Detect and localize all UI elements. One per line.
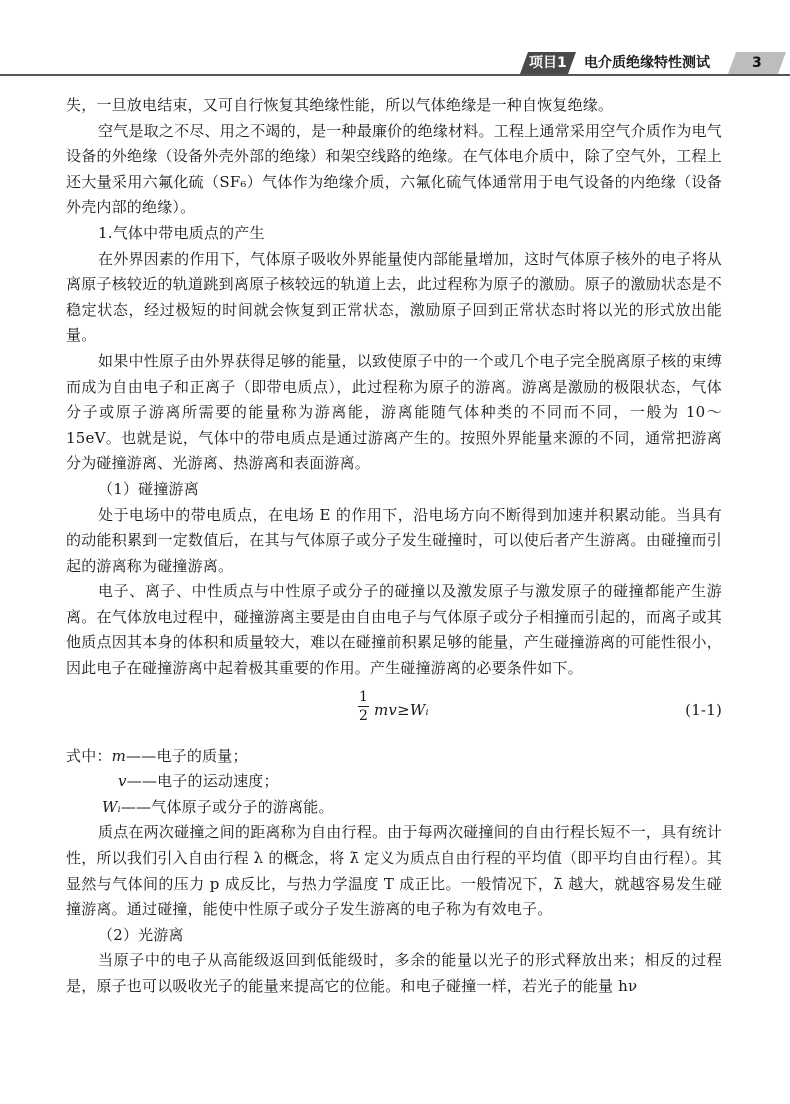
definition-symbol: Wᵢ	[102, 797, 121, 816]
definition-text: ——电子的质量；	[126, 746, 248, 765]
section-heading-charged-particles: 1.气体中带电质点的产生	[98, 223, 265, 242]
equation-expression: mv≥Wᵢ	[374, 700, 429, 719]
paragraph-ionization: 如果中性原子由外界获得足够的能量，以致使原子中的一个或几个电子完全脱离原子核的束缚而成为自由电子和正离子（即带电质点），此过程称为原子的游离。游离是激励的极限状态，气体分子或原子游离所需要的能量称为游离能，游离能随气体种类的不同而不同，一般为 10～15eV。也就是说，气体中的带电质点是通过游离产生的。按照外界能量来源的不同，通常把游离分为碰撞游离、光游离、热游离和表面游离。	[66, 351, 722, 473]
fraction-numerator: 1	[359, 688, 369, 705]
header-rule	[0, 74, 790, 76]
fraction-one-half	[358, 688, 369, 725]
page-body	[66, 93, 722, 1000]
definition-symbol: v	[118, 772, 127, 791]
definitions-intro: 式中：	[66, 746, 112, 765]
definition-row	[66, 769, 722, 795]
paragraph-excitation: 在外界因素的作用下，气体原子吸收外界能量使内部能量增加，这时气体原子核外的电子将从离原子核较近的轨道跳到离原子核较远的轨道上去，此过程称为原子的激励。原子的激励状态是不稳定状态，经过极短的时间就会恢复到正常状态，激励原子回到正常状态时将以光的形式放出能量。	[66, 249, 722, 345]
equation-number: (1-1)	[685, 700, 722, 719]
page-number-tag	[728, 52, 786, 74]
paragraph-collision-details: 电子、离子、中性质点与中性原子或分子的碰撞以及激发原子与激发原子的碰撞都能产生游离。在气体放电过程中，碰撞游离主要是由自由电子与气体原子或分子相撞而引起的，而离子或其他质点因其本身的体积和质量较大，难以在碰撞前积累足够的能量，产生碰撞游离的可能性很小，因此电子在碰撞游离中起着极其重要的作用。产生碰撞游离的必要条件如下。	[66, 582, 722, 678]
paragraph-continuation: 失，一旦放电结束，又可自行恢复其绝缘性能，所以气体绝缘是一种自恢复绝缘。	[66, 96, 614, 114]
variable-definitions	[66, 744, 722, 821]
paragraph-free-path: 质点在两次碰撞之间的距离称为自由行程。由于每两次碰撞间的自由行程长短不一，具有统计性，所以我们引入自由行程 λ 的概念，将 λ̄ 定义为质点自由行程的平均值（即平均自由行程）。其显然与气体间的压力 p 成反比，与热力学温度 T 成正比。一般情况下，λ̄ 越大，就越容易发生碰撞游离。通过碰撞，能使中性原子或分子发生游离的电子称为有效电子。	[66, 823, 722, 919]
paragraph-photon: 当原子中的电子从高能级返回到低能级时，多余的能量以光子的形式释放出来；相反的过程是，原子也可以吸收光子的能量来提高它的位能。和电子碰撞一样，若光子的能量 hν	[66, 951, 722, 995]
subheading-photo-ionization: （2）光游离	[98, 925, 184, 944]
paragraph-air-insulation: 空气是取之不尽、用之不竭的，是一种最廉价的绝缘材料。工程上通常采用空气介质作为电气设备的外绝缘（设备外壳外部的绝缘）和架空线路的绝缘。在气体电介质中，除了空气外，工程上还大量采用六氟化硫（SF₆）气体作为绝缘介质，六氟化硫气体通常用于电气设备的内绝缘（设备外壳内部的绝缘）。	[66, 121, 722, 217]
equation-1-1	[66, 686, 722, 738]
header-title: 电介质绝缘特性测试	[584, 55, 710, 71]
definition-row	[66, 795, 722, 821]
project-tag	[520, 52, 576, 74]
definition-symbol: m	[111, 746, 127, 765]
paragraph-electric-field: 处于电场中的带电质点，在电场 E 的作用下，沿电场方向不断得到加速并积累动能。当具有的动能积累到一定数值后，在其与气体原子或分子发生碰撞时，可以使后者产生游离。由碰撞而引起的游离称为碰撞游离。	[66, 505, 722, 575]
subheading-collision-ionization: （1）碰撞游离	[98, 479, 199, 498]
definition-text: ——气体原子或分子的游离能。	[120, 797, 334, 816]
definition-text: ——电子的运动速度；	[126, 772, 279, 791]
definition-row	[66, 744, 722, 770]
page-number: 3	[752, 55, 762, 71]
project-label: 项目1	[529, 55, 567, 71]
fraction-denominator: 2	[359, 707, 369, 724]
running-header	[0, 48, 790, 80]
